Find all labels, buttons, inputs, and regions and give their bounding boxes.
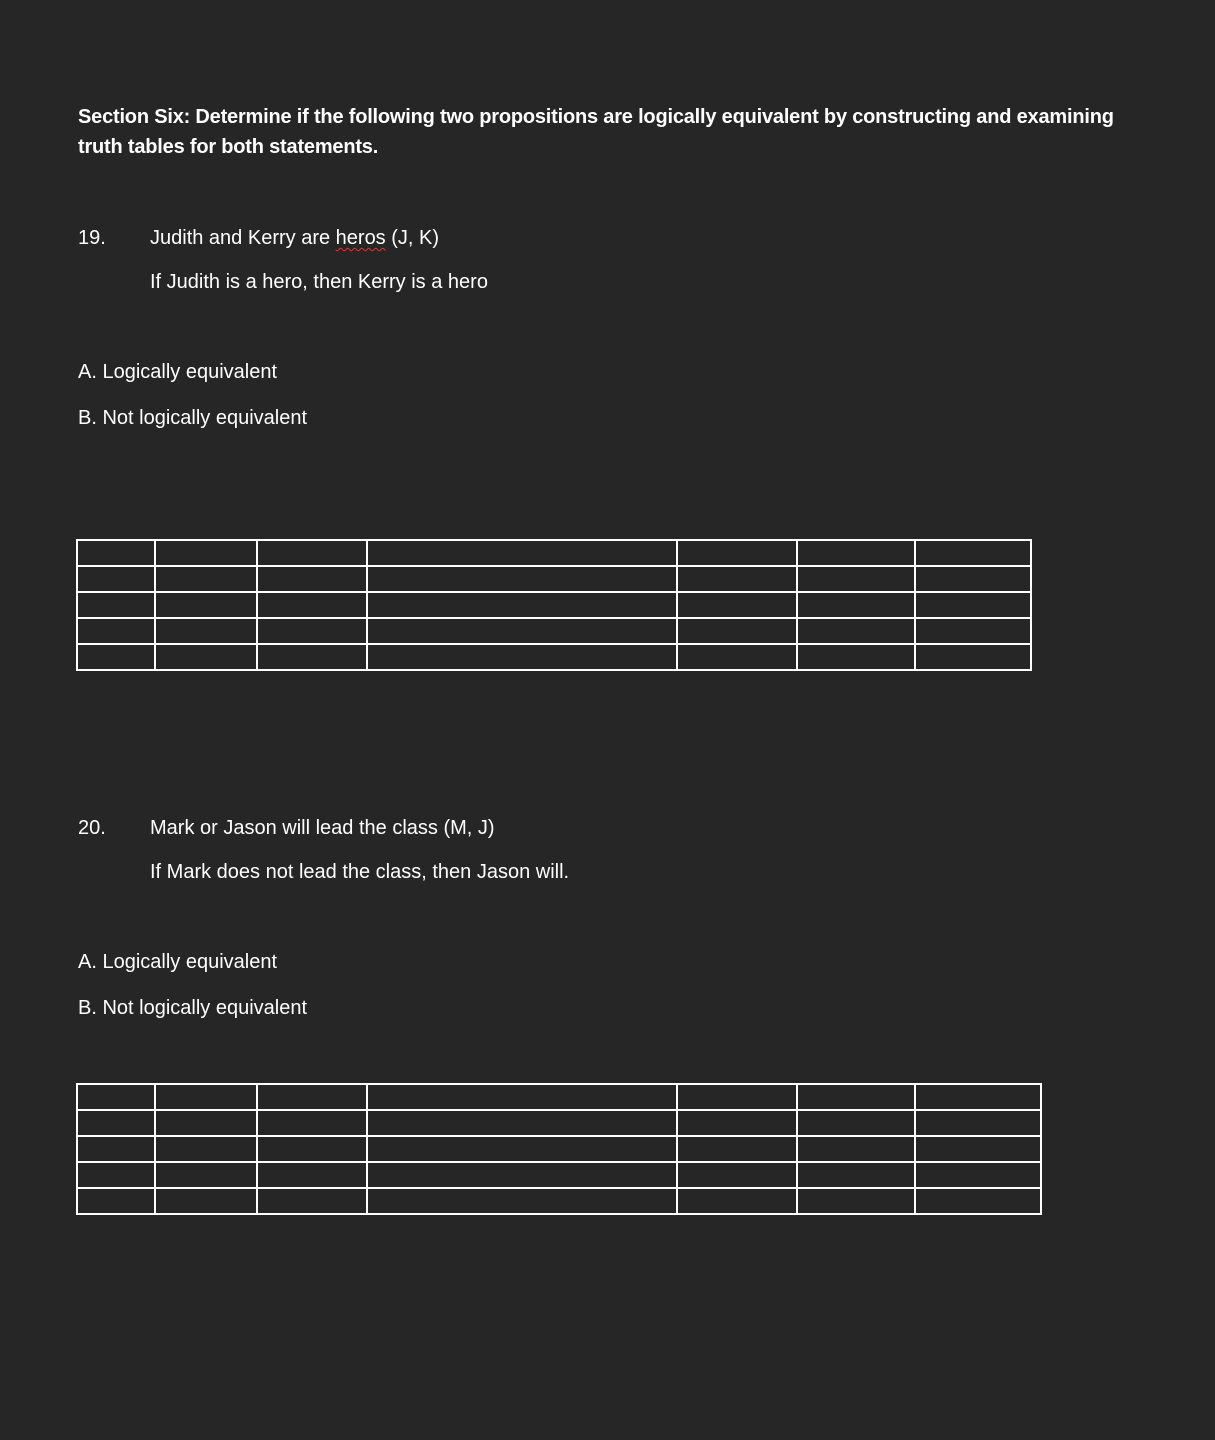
truth-table-cell[interactable] [915, 644, 1031, 670]
truth-table-cell[interactable] [257, 1136, 367, 1162]
truth-table-cell[interactable] [915, 1188, 1041, 1214]
truth-table-cell[interactable] [155, 644, 257, 670]
truth-table-cell[interactable] [367, 540, 677, 566]
truth-table-cell[interactable] [915, 566, 1031, 592]
truth-table-cell[interactable] [797, 592, 915, 618]
truth-table-cell[interactable] [367, 1162, 677, 1188]
truth-table-cell[interactable] [677, 618, 797, 644]
truth-table-cell[interactable] [797, 1162, 915, 1188]
truth-table-cell[interactable] [797, 566, 915, 592]
truth-table-row [77, 644, 1031, 670]
truth-table-cell[interactable] [367, 1136, 677, 1162]
truth-table-cell[interactable] [155, 618, 257, 644]
truth-table-cell[interactable] [677, 1084, 797, 1110]
truth-table-cell[interactable] [915, 1136, 1041, 1162]
truth-table-cell[interactable] [77, 618, 155, 644]
truth-table-cell[interactable] [77, 644, 155, 670]
truth-table-cell[interactable] [77, 566, 155, 592]
truth-table-cell[interactable] [915, 1162, 1041, 1188]
section-heading: Section Six: Determine if the following two propositions are logically equivalent by constructing and examining truth tables for both statements. [78, 106, 1114, 158]
truth-table-cell[interactable] [257, 1110, 367, 1136]
question-19-option-a: A. Logically equivalent [78, 361, 278, 383]
truth-table-cell[interactable] [915, 540, 1031, 566]
truth-table-cell[interactable] [797, 1084, 915, 1110]
truth-table-cell[interactable] [257, 644, 367, 670]
question-19-number: 19. [78, 227, 106, 249]
truth-table-cell[interactable] [257, 1162, 367, 1188]
truth-table-cell[interactable] [797, 644, 915, 670]
question-20-statement-2: If Mark does not lead the class, then Jason will. [150, 861, 570, 883]
truth-table-row [77, 1162, 1041, 1188]
truth-table-cell[interactable] [367, 618, 677, 644]
truth-table-cell[interactable] [677, 566, 797, 592]
question-20-option-a: A. Logically equivalent [78, 951, 278, 973]
question-19-statement-1-prefix: Judith and Kerry are [150, 227, 336, 249]
truth-table-cell[interactable] [155, 1188, 257, 1214]
truth-table-cell[interactable] [155, 540, 257, 566]
truth-table-cell[interactable] [257, 566, 367, 592]
truth-table-cell[interactable] [367, 1188, 677, 1214]
truth-table-row [77, 1136, 1041, 1162]
question-20-option-b: B. Not logically equivalent [78, 997, 308, 1019]
truth-table-cell[interactable] [797, 540, 915, 566]
truth-table-cell[interactable] [257, 618, 367, 644]
truth-table-cell[interactable] [77, 1136, 155, 1162]
truth-table-cell[interactable] [77, 540, 155, 566]
question-19-option-b: B. Not logically equivalent [78, 407, 308, 429]
truth-table-cell[interactable] [367, 644, 677, 670]
spellcheck-flagged-word[interactable]: heros [335, 227, 386, 249]
truth-table-cell[interactable] [797, 618, 915, 644]
question-20-statement-1: Mark or Jason will lead the class (M, J) [150, 817, 495, 839]
truth-table-cell[interactable] [677, 1188, 797, 1214]
truth-table-cell[interactable] [77, 1084, 155, 1110]
truth-table-cell[interactable] [677, 644, 797, 670]
truth-table-row [77, 1084, 1041, 1110]
truth-table-20[interactable] [76, 1083, 1042, 1215]
question-19-statement-1 [150, 225, 439, 251]
truth-table-cell[interactable] [677, 592, 797, 618]
truth-table-cell[interactable] [677, 1136, 797, 1162]
truth-table-cell[interactable] [797, 1110, 915, 1136]
truth-table-row [77, 540, 1031, 566]
truth-table-cell[interactable] [367, 566, 677, 592]
truth-table-cell[interactable] [677, 540, 797, 566]
truth-table-cell[interactable] [257, 540, 367, 566]
truth-table-cell[interactable] [155, 592, 257, 618]
truth-table-19[interactable] [76, 539, 1032, 671]
truth-table-cell[interactable] [155, 566, 257, 592]
truth-table-cell[interactable] [915, 592, 1031, 618]
truth-table-cell[interactable] [915, 618, 1031, 644]
truth-table-cell[interactable] [257, 592, 367, 618]
question-20-number: 20. [78, 817, 106, 839]
truth-table-cell[interactable] [155, 1110, 257, 1136]
truth-table-cell[interactable] [915, 1110, 1041, 1136]
truth-table-cell[interactable] [797, 1188, 915, 1214]
truth-table-row [77, 618, 1031, 644]
truth-table-row [77, 1110, 1041, 1136]
truth-table-cell[interactable] [77, 1162, 155, 1188]
question-19-statement-1-suffix: (J, K) [385, 227, 440, 249]
truth-table-cell[interactable] [367, 592, 677, 618]
truth-table-cell[interactable] [77, 592, 155, 618]
truth-table-cell[interactable] [155, 1162, 257, 1188]
truth-table-cell[interactable] [77, 1110, 155, 1136]
question-19-statement-2: If Judith is a hero, then Kerry is a hero [150, 271, 488, 293]
truth-table-cell[interactable] [155, 1084, 257, 1110]
truth-table-cell[interactable] [367, 1084, 677, 1110]
truth-table-row [77, 1188, 1041, 1214]
truth-table-row [77, 592, 1031, 618]
truth-table-cell[interactable] [77, 1188, 155, 1214]
truth-table-cell[interactable] [367, 1110, 677, 1136]
truth-table-cell[interactable] [257, 1188, 367, 1214]
truth-table-cell[interactable] [155, 1136, 257, 1162]
truth-table-cell[interactable] [677, 1162, 797, 1188]
truth-table-cell[interactable] [257, 1084, 367, 1110]
truth-table-cell[interactable] [797, 1136, 915, 1162]
truth-table-row [77, 566, 1031, 592]
truth-table-cell[interactable] [677, 1110, 797, 1136]
truth-table-cell[interactable] [915, 1084, 1041, 1110]
